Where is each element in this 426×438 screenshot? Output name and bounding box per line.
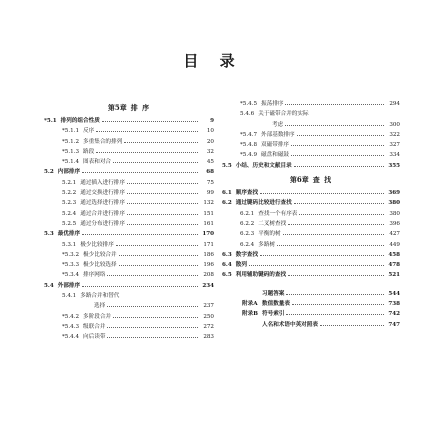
toc-entry xyxy=(222,119,400,129)
toc-entry-title: 反序 xyxy=(83,128,95,135)
toc-entry-title: 通过合并进行排序 xyxy=(80,210,125,217)
toc-entry xyxy=(44,228,214,238)
toc-dot-leader xyxy=(249,259,384,266)
toc-entry xyxy=(44,177,214,187)
toc-entry-title: 考虑 xyxy=(272,121,284,128)
toc-left-column xyxy=(44,98,214,342)
toc-entry-title: 极少比较排序 xyxy=(80,241,114,248)
toc-entry xyxy=(44,136,214,146)
toc-page-number: 234 xyxy=(202,282,214,289)
toc-entry-title: 磁盘和磁鼓 xyxy=(261,152,290,159)
toc-entry-number: 5.2.2 xyxy=(62,190,77,197)
toc-entry-number: 5.3 xyxy=(44,231,54,238)
toc-page-number: 427 xyxy=(389,231,400,238)
toc-page-number: 32 xyxy=(206,148,214,155)
toc-dot-leader xyxy=(127,197,198,204)
toc-entry-title: 极少比较合并 xyxy=(83,251,117,258)
toc-dot-leader xyxy=(299,208,384,215)
toc-page-number: 20 xyxy=(206,138,214,145)
toc-entry-title: 振荡排序 xyxy=(261,101,284,107)
toc-dot-leader xyxy=(288,269,384,276)
toc-page-number: 151 xyxy=(203,210,214,217)
toc-entry-number: 5.3.1 xyxy=(62,241,77,248)
toc-page-number: 68 xyxy=(206,169,214,176)
toc-entry xyxy=(222,298,400,308)
toc-entry-number: 6.2.4 xyxy=(240,241,255,248)
toc-entry-number: *5.4.5 xyxy=(240,101,258,107)
toc-entry-number: 6.2.2 xyxy=(240,220,255,227)
toc-entry-title: 平衡的树 xyxy=(258,231,281,238)
toc-dot-leader xyxy=(124,136,198,143)
toc-entry-title: 散列 xyxy=(235,262,247,269)
toc-dot-leader xyxy=(285,98,384,105)
toc-page-number: 9 xyxy=(210,118,214,124)
toc-entry-title: 极少比较选择 xyxy=(83,262,117,269)
toc-entry xyxy=(222,187,400,197)
toc-entry xyxy=(222,208,400,218)
toc-entry-number: *5.4.2 xyxy=(62,313,80,320)
toc-entry-number: 6.5 xyxy=(222,272,232,279)
toc-page-number: 196 xyxy=(203,262,214,269)
toc-entry-title: 排 序 xyxy=(130,103,151,112)
toc-entry-title: 数字查找 xyxy=(235,251,259,258)
toc-page-number: 75 xyxy=(206,179,214,186)
toc-entry-title: 选择 xyxy=(94,303,106,310)
toc-entry-number: 5.2.3 xyxy=(62,200,77,207)
toc-page-number: 334 xyxy=(389,152,400,159)
toc-entry-title: 符号索引 xyxy=(262,311,285,318)
toc-entry-number: 5.2 xyxy=(44,169,54,176)
toc-entry-title: 查 找 xyxy=(312,175,333,185)
toc-entry xyxy=(222,288,400,298)
toc-page-number: 283 xyxy=(203,334,214,341)
toc-page-number: 10 xyxy=(206,128,214,135)
toc-page-number: 449 xyxy=(389,241,400,248)
toc-dot-leader xyxy=(288,218,384,225)
toc-right-column xyxy=(222,98,400,329)
toc-page-number: 186 xyxy=(203,251,214,258)
toc-entry-number: 6.2 xyxy=(222,200,232,207)
toc-entry xyxy=(222,129,400,139)
toc-entry xyxy=(222,319,400,329)
toc-entry xyxy=(222,108,400,118)
toc-page-number: 521 xyxy=(388,272,400,279)
toc-page-number: 396 xyxy=(389,220,400,227)
toc-dot-leader xyxy=(127,177,198,184)
toc-entry-number: 6.4 xyxy=(222,262,232,269)
toc-entry-title: 二叉树查找 xyxy=(258,220,287,227)
toc-page-number: 45 xyxy=(206,159,214,166)
toc-entry xyxy=(222,249,400,259)
toc-page-number: 327 xyxy=(389,142,400,149)
toc-entry xyxy=(222,269,400,279)
toc-entry-number: 6.3 xyxy=(222,251,232,258)
toc-page-number: 380 xyxy=(388,200,400,207)
toc-entry xyxy=(222,218,400,228)
toc-entry-number: 5.2.4 xyxy=(62,210,77,217)
toc-entry-number: 第5章 xyxy=(107,103,127,112)
toc-entry-number: *5.4.8 xyxy=(240,142,258,149)
toc-entry xyxy=(44,300,214,310)
toc-entry xyxy=(44,259,214,269)
toc-dot-leader xyxy=(260,249,384,256)
toc-entry-title: 数值数量表 xyxy=(262,301,290,308)
toc-entry-number: *5.4.9 xyxy=(240,152,258,159)
toc-entry xyxy=(222,149,400,159)
toc-entry-number: 附录B xyxy=(242,311,258,318)
toc-entry-number: *5.1.1 xyxy=(62,128,80,135)
toc-dot-leader xyxy=(107,269,198,276)
toc-entry-title: 多路合并和替代 xyxy=(80,293,120,300)
toc-entry-title: 排序网络 xyxy=(83,272,106,279)
toc-entry xyxy=(44,290,214,300)
toc-dot-leader xyxy=(294,160,384,167)
toc-dot-leader xyxy=(82,280,198,287)
toc-page-number: 294 xyxy=(389,101,400,107)
toc-entry-number: 6.1 xyxy=(222,190,232,197)
toc-entry-title: 多路树 xyxy=(258,241,276,248)
toc-dot-leader xyxy=(113,311,198,318)
toc-entry-title: 通过交换进行排序 xyxy=(80,190,125,197)
toc-page-number: 322 xyxy=(389,131,400,138)
toc-dot-leader xyxy=(291,139,384,146)
toc-page-number: 478 xyxy=(388,262,400,269)
toc-page-number: 738 xyxy=(388,301,400,308)
toc-page-number: 161 xyxy=(203,220,214,227)
toc-dot-leader xyxy=(127,208,198,215)
toc-dot-leader xyxy=(292,298,384,305)
toc-dot-leader xyxy=(283,228,384,235)
toc-page-number: 742 xyxy=(388,311,400,318)
toc-chapter-heading xyxy=(44,100,214,115)
toc-entry xyxy=(222,228,400,238)
toc-entry xyxy=(44,280,214,290)
page-title: 目 录 xyxy=(183,52,243,70)
toc-entry xyxy=(222,239,400,249)
toc-entry xyxy=(44,156,214,166)
toc-entry xyxy=(222,139,400,149)
toc-entry-title: 最优排序 xyxy=(57,231,81,238)
toc-entry xyxy=(222,308,400,318)
toc-dot-leader xyxy=(107,321,198,328)
toc-entry xyxy=(44,166,214,176)
toc-entry xyxy=(222,98,400,108)
toc-dot-leader xyxy=(107,300,198,307)
toc-dot-leader xyxy=(107,331,198,338)
toc-dot-leader xyxy=(116,239,198,246)
toc-entry-number: *5.4.3 xyxy=(62,323,80,330)
toc-entry-number: *5.1.4 xyxy=(62,159,80,166)
toc-entry-title: 内部排序 xyxy=(57,169,81,176)
toc-dot-leader xyxy=(96,146,198,153)
toc-dot-leader xyxy=(119,259,198,266)
toc-dot-leader xyxy=(285,119,384,126)
toc-entry xyxy=(222,197,400,207)
toc-dot-leader xyxy=(294,197,384,204)
toc-page-number: 170 xyxy=(202,231,214,238)
toc-dot-leader xyxy=(286,288,384,295)
toc-entry-number: *5.3.2 xyxy=(62,251,80,258)
toc-entry-number: *5.1.3 xyxy=(62,148,80,155)
toc-page-number: 544 xyxy=(388,290,400,297)
toc-chapter-heading xyxy=(222,172,400,187)
toc-page-number: 237 xyxy=(203,303,214,310)
toc-page-number: 208 xyxy=(203,272,214,279)
toc-dot-leader xyxy=(113,156,198,163)
toc-dot-leader xyxy=(119,249,198,256)
toc-page-number: 99 xyxy=(206,190,214,197)
toc-dot-leader xyxy=(96,125,198,132)
toc-entry xyxy=(44,249,214,259)
toc-entry-title: 通过插入进行排序 xyxy=(80,179,125,186)
toc-entry-title: 习题答案 xyxy=(262,290,285,297)
toc-entry-number: 附录A xyxy=(242,301,258,308)
toc-entry-number: 第6章 xyxy=(289,175,309,185)
toc-entry-number: 5.4 xyxy=(44,282,54,289)
toc-entry-title: 外部排序 xyxy=(57,282,81,289)
toc-entry-number: *5.4.4 xyxy=(62,334,80,341)
toc-page-number: 380 xyxy=(389,210,400,217)
toc-entry-title: 利用辅助键码的查找 xyxy=(235,272,287,279)
toc-entry-title: 关于磁带合并的实际 xyxy=(258,111,309,118)
toc-page-number: 250 xyxy=(203,313,214,320)
toc-entry-number: *5.4.7 xyxy=(240,131,258,138)
toc-gap xyxy=(222,280,400,288)
toc-entry-title: 向后读带 xyxy=(83,334,106,341)
toc-entry-number: 5.2.5 xyxy=(62,220,77,227)
toc-entry-number: 5.2.1 xyxy=(62,179,77,186)
toc-entry-title: 多重集合的排列 xyxy=(83,138,123,145)
toc-entry xyxy=(44,321,214,331)
toc-entry xyxy=(44,187,214,197)
toc-entry xyxy=(44,125,214,135)
toc-page-number: 458 xyxy=(388,251,400,258)
toc-dot-leader xyxy=(277,239,384,246)
toc-entry-number: 5.4.6 xyxy=(240,111,255,118)
toc-dot-leader xyxy=(297,129,384,136)
toc-dot-leader xyxy=(291,149,384,156)
toc-entry-title: 通过选择进行排序 xyxy=(80,200,125,207)
toc-page-number: 171 xyxy=(203,241,214,248)
toc-entry xyxy=(222,160,400,170)
toc-entry xyxy=(44,146,214,156)
toc-entry-title: 双磁带排序 xyxy=(261,142,290,149)
toc-entry-number: *5.1.2 xyxy=(62,138,80,145)
toc-entry xyxy=(44,311,214,321)
toc-dot-leader xyxy=(127,218,198,225)
toc-entry xyxy=(44,269,214,279)
toc-page-number: 300 xyxy=(389,121,400,128)
toc-entry-title: 查找一个有序表 xyxy=(258,210,298,217)
toc-entry-title: 排列的组合性质 xyxy=(60,118,100,124)
toc-entry xyxy=(222,259,400,269)
toc-page-number: 747 xyxy=(388,321,400,328)
toc-entry-title: 级联合并 xyxy=(83,323,106,330)
toc-dot-leader xyxy=(260,187,384,194)
toc-entry xyxy=(44,218,214,228)
toc-entry-title: 小结、历史和文献目录 xyxy=(235,162,292,169)
toc-entry-number: *5.3.4 xyxy=(62,272,80,279)
toc-dot-leader xyxy=(286,308,384,315)
toc-entry-title: 通过键码比较进行查找 xyxy=(235,200,292,207)
toc-entry-title: 顺序查找 xyxy=(235,190,259,197)
toc-dot-leader xyxy=(82,166,198,173)
toc-page-number: 355 xyxy=(388,162,400,169)
toc-entry xyxy=(44,197,214,207)
toc-entry-title: 外部基数排序 xyxy=(261,131,295,138)
toc-entry-title: 人名和术语中英对照表 xyxy=(262,321,318,328)
toc-entry xyxy=(44,115,214,125)
toc-entry-title: 路段 xyxy=(83,148,95,155)
toc-entry-number: *5.1 xyxy=(44,118,57,124)
toc-entry-title: 通过分布进行排序 xyxy=(80,220,125,227)
toc-entry-number: 5.4.1 xyxy=(62,293,77,300)
toc-entry-title: 图表和对合 xyxy=(83,159,112,166)
toc-page-number: 272 xyxy=(203,323,214,330)
toc-entry-number: 6.2.3 xyxy=(240,231,255,238)
toc-entry-title: 多阶段合并 xyxy=(83,313,112,320)
toc-entry-number: *5.3.3 xyxy=(62,262,80,269)
toc-entry-number: 5.5 xyxy=(222,162,232,169)
toc-page-number: 369 xyxy=(388,190,400,197)
toc-entry xyxy=(44,331,214,341)
toc-dot-leader xyxy=(102,115,198,122)
toc-dot-leader xyxy=(127,187,198,194)
toc-dot-leader xyxy=(82,228,198,235)
toc-page-number: 132 xyxy=(203,200,214,207)
toc-entry xyxy=(44,208,214,218)
toc-entry xyxy=(44,239,214,249)
toc-entry-number: 6.2.1 xyxy=(240,210,255,217)
toc-dot-leader xyxy=(320,319,384,326)
